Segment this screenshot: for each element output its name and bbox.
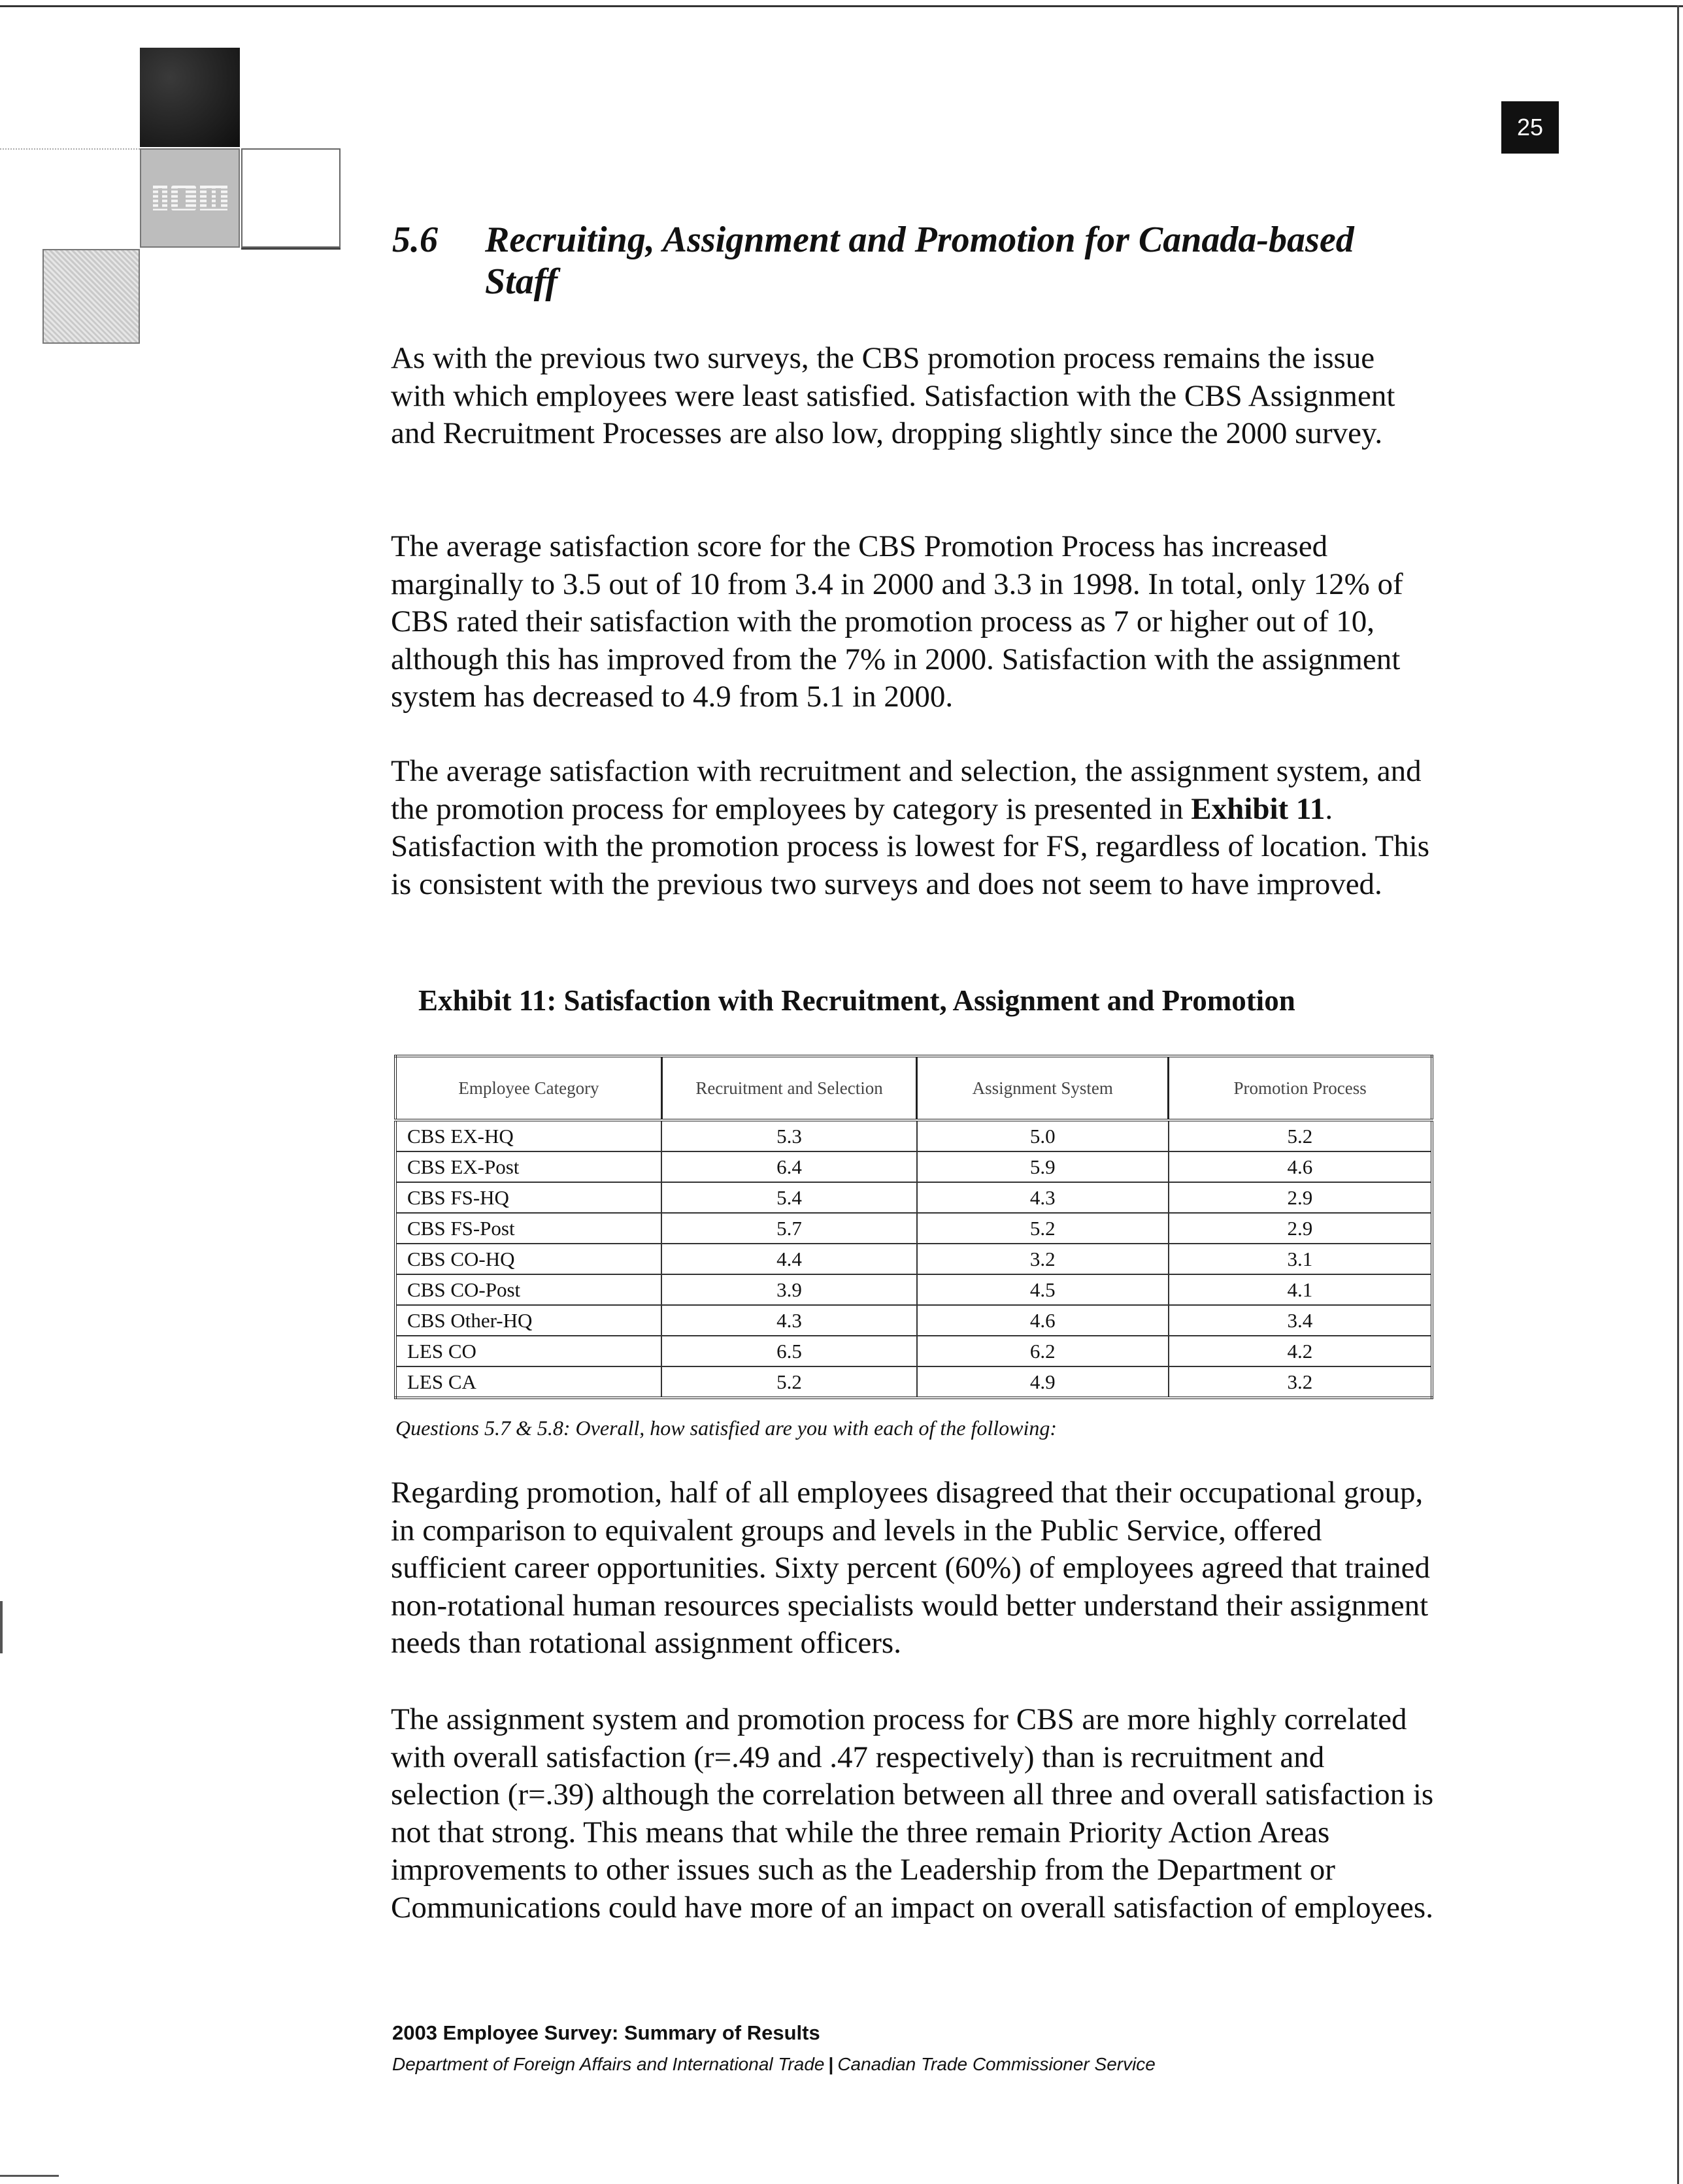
table-header-row bbox=[395, 1056, 1432, 1120]
scan-edge-mark-bottom bbox=[0, 2175, 59, 2177]
table-cell-score: 5.0 bbox=[917, 1120, 1169, 1151]
table-note: Questions 5.7 & 5.8: Overall, how satisfied are you with each of the following: bbox=[395, 1416, 1058, 1440]
table-cell-score: 4.9 bbox=[917, 1366, 1169, 1398]
table-row bbox=[395, 1120, 1432, 1151]
table-cell-category: CBS CO-Post bbox=[395, 1274, 661, 1305]
table-cell-score: 5.3 bbox=[661, 1120, 916, 1151]
logo-rule bbox=[241, 248, 341, 250]
table-cell-score: 4.6 bbox=[1169, 1151, 1432, 1182]
table-cell-score: 5.2 bbox=[1169, 1120, 1432, 1151]
table-cell-score: 4.5 bbox=[917, 1274, 1169, 1305]
footer-subtitle bbox=[392, 2054, 1156, 2075]
paragraph-promotion-opinion: Regarding promotion, half of all employees disagreed that their occupational group, in comparison to equivalent groups and levels in the Public Service, offered sufficient career opportunities. Sixty percent (60%) of employees agreed that trained non-rotational human resources specialists would better understand their assignment needs than rotational assignment officers. bbox=[391, 1476, 1431, 1660]
table-cell-score: 4.4 bbox=[661, 1244, 916, 1274]
table-cell-category: CBS FS-HQ bbox=[395, 1182, 661, 1213]
table-cell-score: 6.2 bbox=[917, 1336, 1169, 1366]
table-cell-score: 5.7 bbox=[661, 1213, 916, 1244]
right-border-rule bbox=[1677, 5, 1679, 2184]
table-cell-score: 5.4 bbox=[661, 1182, 916, 1213]
table-row bbox=[395, 1305, 1432, 1336]
satisfaction-table bbox=[394, 1055, 1433, 1399]
column-header: Assignment System bbox=[917, 1056, 1169, 1120]
table-cell-category: CBS Other-HQ bbox=[395, 1305, 661, 1336]
logo-white-square bbox=[241, 148, 341, 248]
footer-separator: | bbox=[828, 2054, 834, 2074]
exhibit-reference: Exhibit 11 bbox=[1191, 791, 1325, 826]
table-row bbox=[395, 1182, 1432, 1213]
column-header: Promotion Process bbox=[1169, 1056, 1432, 1120]
table-cell-category: LES CO bbox=[395, 1336, 661, 1366]
exhibit-title: Exhibit 11: Satisfaction with Recruitment, Assignment and Promotion bbox=[418, 984, 1295, 1017]
table-cell-score: 4.6 bbox=[917, 1305, 1169, 1336]
paragraph-correlation: The assignment system and promotion process for CBS are more highly correlated with overall satisfaction (r=.49 and .47 respectively) than is recruitment and selection (r=.39) although the correlation between all three and overall satisfaction is not that strong. This means that while the three remain Priority Action Areas improvements to other issues such as the Leadership from the Department or Communications could have more of an impact on overall satisfaction of employees. bbox=[391, 1702, 1434, 1925]
paragraph-text: . Satisfaction with the promotion process is lowest for FS, regardless of location. This is consistent with the previous two surveys and does not seem to have improved. bbox=[391, 791, 1430, 901]
table-cell-score: 4.3 bbox=[661, 1305, 916, 1336]
paragraph-text: The average satisfaction with recruitment and selection, the assignment system, and the promotion process for employees by category is presented in bbox=[391, 754, 1422, 826]
table-cell-score: 4.2 bbox=[1169, 1336, 1432, 1366]
table-cell-category: CBS CO-HQ bbox=[395, 1244, 661, 1274]
paragraph-promotion-score: The average satisfaction score for the CBS Promotion Process has increased marginally to 3.5 out of 10 from 3.4 in 2000 and 3.3 in 1998. In total, only 12% of CBS rated their satisfaction with the promotion process as 7 or higher out of 10, although this has improved from the 7% in 2000. Satisfaction with the assignment system has decreased to 4.9 from 5.1 in 2000. bbox=[391, 529, 1403, 714]
paragraph-exhibit-reference bbox=[391, 753, 1437, 903]
table-cell-category: CBS FS-Post bbox=[395, 1213, 661, 1244]
table-cell-score: 3.4 bbox=[1169, 1305, 1432, 1336]
table-cell-score: 2.9 bbox=[1169, 1213, 1432, 1244]
table-cell-score: 5.9 bbox=[917, 1151, 1169, 1182]
footer-title: 2003 Employee Survey: Summary of Results bbox=[392, 2021, 820, 2044]
table-cell-score: 5.2 bbox=[661, 1366, 916, 1398]
logo-dark-square bbox=[140, 48, 240, 147]
table-row bbox=[395, 1213, 1432, 1244]
scan-edge-mark bbox=[0, 1601, 3, 1653]
section-number: 5.6 bbox=[392, 220, 438, 260]
paragraph-intro: As with the previous two surveys, the CBS promotion process remains the issue with which employees were least satisfied. Satisfaction with the CBS Assignment and Recruitment Processes are also low, dropping slightly since the 2000 survey. bbox=[391, 341, 1395, 450]
table-cell-score: 3.2 bbox=[1169, 1366, 1432, 1398]
table-cell-score: 3.9 bbox=[661, 1274, 916, 1305]
table-row bbox=[395, 1336, 1432, 1366]
footer-department: Department of Foreign Affairs and International Trade bbox=[392, 2054, 825, 2074]
table-row bbox=[395, 1151, 1432, 1182]
table-cell-score: 2.9 bbox=[1169, 1182, 1432, 1213]
table-cell-score: 6.4 bbox=[661, 1151, 916, 1182]
table-cell-score: 6.5 bbox=[661, 1336, 916, 1366]
table-cell-category: CBS EX-HQ bbox=[395, 1120, 661, 1151]
column-header: Employee Category bbox=[395, 1056, 661, 1120]
table-cell-score: 4.1 bbox=[1169, 1274, 1432, 1305]
page-number-badge: 25 bbox=[1501, 101, 1559, 154]
top-border-rule bbox=[0, 5, 1683, 7]
table-cell-category: CBS EX-Post bbox=[395, 1151, 661, 1182]
table-cell-score: 3.1 bbox=[1169, 1244, 1432, 1274]
table-cell-score: 3.2 bbox=[917, 1244, 1169, 1274]
table-cell-score: 4.3 bbox=[917, 1182, 1169, 1213]
ibm-logo-icon bbox=[140, 148, 240, 248]
table-cell-score: 5.2 bbox=[917, 1213, 1169, 1244]
table-body bbox=[395, 1120, 1432, 1398]
table-row bbox=[395, 1274, 1432, 1305]
section-title: Recruiting, Assignment and Promotion for Canada-based Staff bbox=[485, 220, 1354, 302]
table-row bbox=[395, 1366, 1432, 1398]
logo-light-square bbox=[42, 249, 140, 344]
column-header: Recruitment and Selection bbox=[661, 1056, 916, 1120]
logo-guide-line bbox=[0, 148, 140, 150]
table-row bbox=[395, 1244, 1432, 1274]
table-cell-category: LES CA bbox=[395, 1366, 661, 1398]
footer-service: Canadian Trade Commissioner Service bbox=[837, 2054, 1156, 2074]
